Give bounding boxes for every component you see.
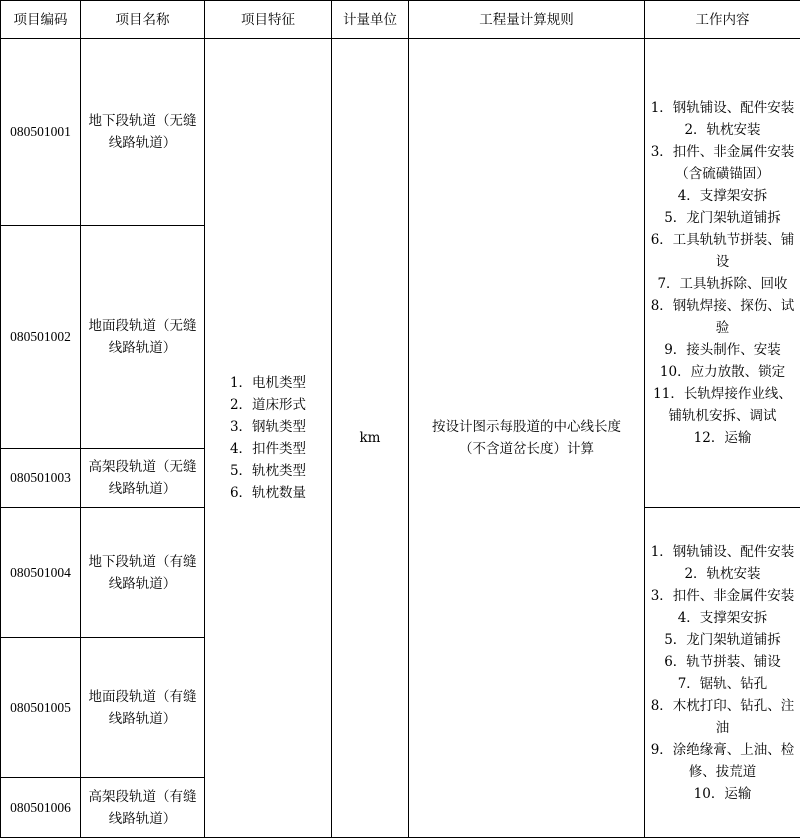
item-name: 地面段轨道（有缝线路轨道） — [81, 638, 205, 778]
header-code: 项目编码 — [1, 1, 81, 39]
work-line: 8．木枕打印、钻孔、注油 — [650, 697, 795, 736]
feature-line: 1．电机类型 — [229, 375, 307, 391]
item-code: 080501004 — [1, 508, 81, 638]
work-line: 2．轨枕安装 — [684, 565, 761, 582]
work-line: 7．锯轨、钻孔 — [677, 675, 768, 692]
work-line: 7．工具轨拆除、回收 — [657, 276, 788, 292]
work-line: 4．支撑架安拆 — [677, 609, 768, 626]
work-line: 4．支撑架安拆 — [677, 188, 768, 204]
work-line: 10．运输 — [693, 785, 752, 802]
header-row — [1, 1, 800, 39]
feature-line: 2．道床形式 — [229, 397, 307, 413]
feature-line: 4．扣件类型 — [229, 441, 307, 457]
work-content-seamless — [645, 39, 800, 508]
header-rule: 工程量计算规则 — [409, 1, 645, 39]
item-name: 高架段轨道（无缝线路轨道） — [81, 449, 205, 508]
item-code: 080501003 — [1, 449, 81, 508]
work-line: 3．扣件、非金属件安装 — [650, 587, 795, 604]
item-code: 080501002 — [1, 226, 81, 449]
measurement-unit: km — [332, 39, 409, 838]
work-line: 5．龙门架轨道铺拆 — [664, 631, 781, 648]
work-line: 9．接头制作、安装 — [664, 342, 781, 358]
item-name: 地下段轨道（无缝线路轨道） — [81, 39, 205, 226]
item-name: 高架段轨道（有缝线路轨道） — [81, 778, 205, 838]
item-features — [205, 39, 332, 838]
work-line: 6．轨节拼装、铺设 — [664, 653, 781, 670]
item-code: 080501006 — [1, 778, 81, 838]
feature-line: 6．轨枕数量 — [229, 485, 307, 501]
work-content-jointed — [645, 508, 800, 838]
work-line: 1．钢轨铺设、配件安装 — [650, 543, 795, 560]
work-line: 8．钢轨焊接、探伤、试验 — [650, 298, 795, 336]
header-features: 项目特征 — [205, 1, 332, 39]
item-code: 080501005 — [1, 638, 81, 778]
header-unit: 计量单位 — [332, 1, 409, 39]
work-line: 5．龙门架轨道铺拆 — [664, 210, 781, 226]
item-code: 080501001 — [1, 39, 81, 226]
work-line: 10．应力放散、锁定 — [659, 364, 786, 380]
header-name: 项目名称 — [81, 1, 205, 39]
feature-line: 3．钢轨类型 — [229, 419, 307, 435]
item-name: 地下段轨道（有缝线路轨道） — [81, 508, 205, 638]
work-line: 11．长轨焊接作业线、铺轨机安拆、调试 — [653, 386, 792, 424]
work-line: 1．钢轨铺设、配件安装 — [650, 100, 795, 116]
work-line: 12．运输 — [693, 430, 752, 446]
work-line: 9．涂绝缘膏、上油、检修、拔荒道 — [650, 741, 795, 780]
work-line: 6．工具轨轨节拼装、铺设 — [650, 232, 795, 270]
work-line: 2．轨枕安装 — [684, 122, 761, 138]
feature-line: 5．轨枕类型 — [229, 463, 307, 479]
work-line: 3．扣件、非金属件安装（含硫磺锚固） — [650, 144, 795, 182]
table-row — [1, 39, 800, 226]
quantity-rule: 按设计图示每股道的中心线长度（不含道岔长度）计算 — [409, 39, 645, 838]
item-name: 地面段轨道（无缝线路轨道） — [81, 226, 205, 449]
header-work: 工作内容 — [645, 1, 800, 39]
